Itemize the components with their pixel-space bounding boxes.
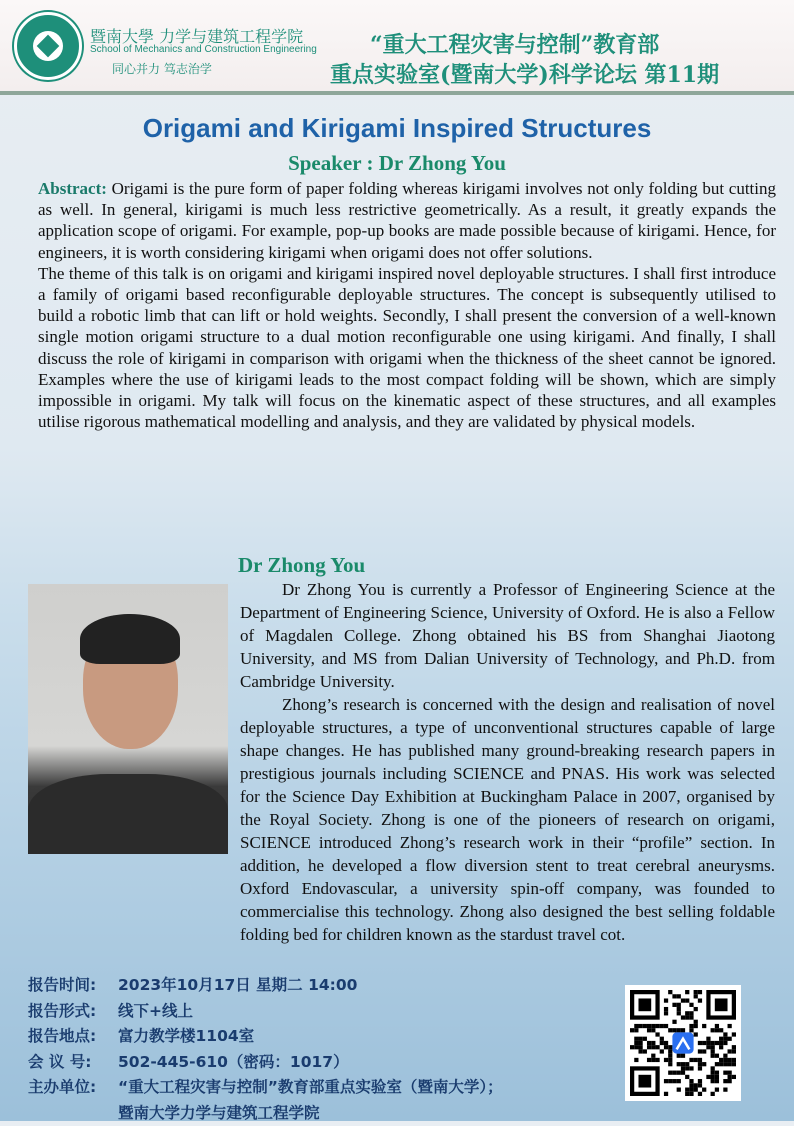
info-row [28, 1101, 503, 1126]
info-value: 富力教学楼1104室 [118, 1024, 254, 1050]
info-value: “重大工程灾害与控制”教育部重点实验室（暨南大学）； [118, 1075, 503, 1101]
info-label: 报告时间: [28, 973, 118, 999]
abstract-paragraph-1: Origami is the pure form of paper folding whereas kirigami involves not only folding but cutting as well. In general, kirigami is much less restrictive geometrically. As a result, it greatly expands the application scope of origami. For example, pop-up books are made possible because of kirigami. Hence, for engineers, it is worth considering kirigami when origami does not offer solutions. [38, 179, 776, 262]
event-info [28, 973, 503, 1126]
speaker-photo [28, 584, 228, 854]
info-label: 报告地点: [28, 1024, 118, 1050]
motto: 同心并力 笃志治学 [112, 60, 212, 77]
talk-title: Origami and Kirigami Inspired Structures [0, 113, 794, 144]
university-logo [14, 12, 82, 80]
meeting-qr-code[interactable] [625, 985, 741, 1101]
info-row [28, 1075, 503, 1101]
forum-title-line1: “重大工程灾害与控制”教育部 [370, 28, 659, 59]
school-name-en: School of Mechanics and Construction Engineering [90, 44, 317, 55]
info-row [28, 973, 503, 999]
info-value: 暨南大学力学与建筑工程学院 [118, 1101, 320, 1126]
abstract-paragraph-2: The theme of this talk is on origami and kirigami inspired novel deployable structures. I shall first introduce a family of origami based reconfigurable deployable structures. The concept is subsequently utilised to build a robotic limb that can lift or hold weights. Secondly, I shall present the conversion of a well-known single motion origami structure to a dual motion reconfigurable one using kirigami. And finally, I shall discuss the role of kirigami in comparison with origami when the thickness of the sheet cannot be ignored. Examples where the use of kirigami leads to the most compact folding will be shown, which are simply impossible in origami. My talk will focus on the kinematic aspect of these structures, and all examples utilise rigorous mathematical modelling and analysis, and they are validated by physical models. [38, 263, 776, 433]
bio [240, 578, 775, 946]
info-value: 线下+线上 [118, 999, 193, 1025]
bio-heading: Dr Zhong You [238, 553, 365, 578]
info-row [28, 1024, 503, 1050]
qr-code-icon [630, 990, 736, 1096]
info-row [28, 1050, 503, 1076]
info-value: 2023年10月17日 星期二 14:00 [118, 973, 357, 999]
abstract [38, 178, 776, 432]
header [0, 0, 794, 95]
info-label: 主办单位: [28, 1075, 118, 1101]
school-name-cn: 暨南大學 力学与建筑工程学院 [90, 24, 303, 47]
info-label: 报告形式: [28, 999, 118, 1025]
info-label: 会 议 号: [28, 1050, 118, 1076]
info-value: 502-445-610（密码：1017） [118, 1050, 349, 1076]
info-label [28, 1101, 118, 1126]
bio-paragraph-1: Dr Zhong You is currently a Professor of Engineering Science at the Department of Engineering Science, University of Oxford. He is also a Fellow of Magdalen College. Zhong obtained his BS from Shanghai Jiaotong University, and MS from Dalian University of Technology, and Ph.D. from Cambridge University. [240, 578, 775, 693]
forum-title-line2: 重点实验室(暨南大学)科学论坛 第11期 [330, 58, 719, 89]
speaker: Speaker : Dr Zhong You [0, 151, 794, 176]
bio-paragraph-2: Zhong’s research is concerned with the design and realisation of novel deployable structures, a type of unconventional structures capable of large shape changes. He has published many ground-breaking research papers in prestigious journals including SCIENCE and PNAS. His work was selected for the Science Day Exhibition at Buckingham Palace in 2007, organised by the Royal Society. Zhong is one of the pioneers of research on origami, SCIENCE introduced Zhong’s research work in their “profile” section. In addition, he developed a flow diversion stent to treat cerebral aneurysms. Oxford Endovascular, a university spin-off company, was founded to commercialise this technology. Zhong also designed the best selling foldable folding bed for children known as the stardust travel cot. [240, 693, 775, 946]
info-row [28, 999, 503, 1025]
abstract-label: Abstract: [38, 179, 107, 198]
